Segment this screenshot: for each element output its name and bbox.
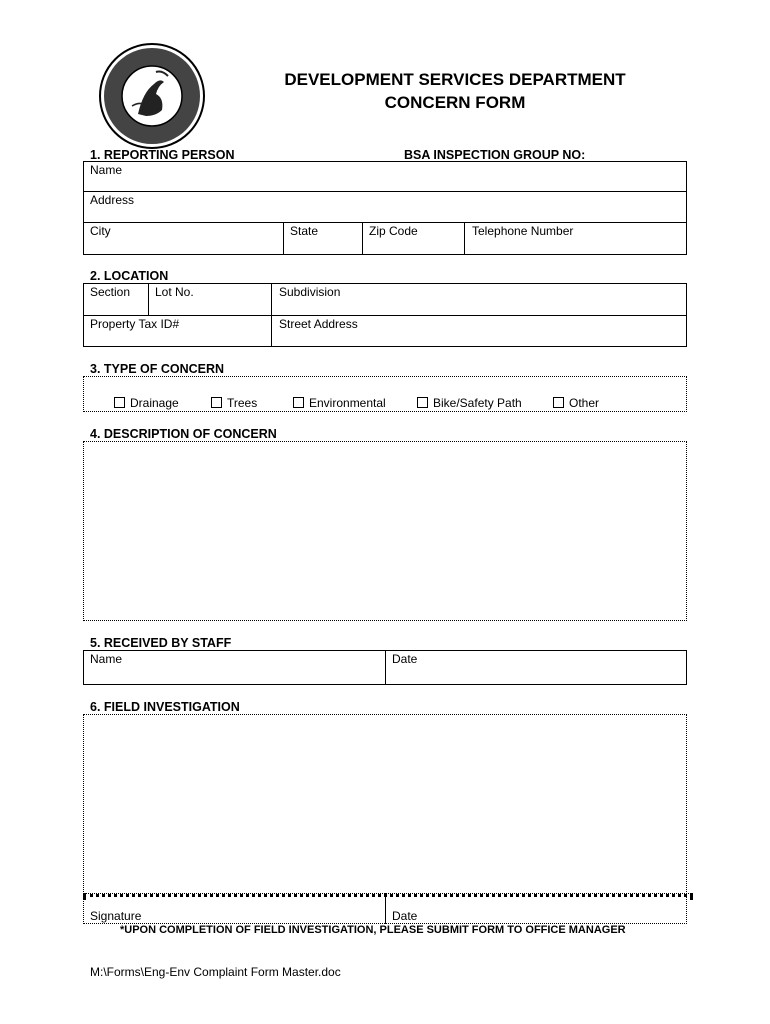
name-field[interactable]: Name (90, 163, 123, 177)
divider (464, 222, 465, 255)
address-field[interactable]: Address (90, 193, 135, 207)
form-title-line1: DEVELOPMENT SERVICES DEPARTMENT (284, 70, 626, 89)
divider (271, 283, 272, 347)
checkbox-icon[interactable] (293, 397, 304, 408)
section2-heading: 2. LOCATION (90, 269, 169, 283)
option-label: Bike/Safety Path (433, 396, 522, 410)
divider (83, 222, 687, 223)
bike-safety-path-checkbox[interactable] (417, 396, 522, 410)
section-field[interactable]: Section (90, 285, 131, 299)
zip-code-field[interactable]: Zip Code (369, 224, 418, 238)
street-address-field[interactable]: Street Address (279, 317, 358, 331)
city-field[interactable]: City (90, 224, 111, 238)
divider (148, 283, 149, 315)
checkbox-icon[interactable] (553, 397, 564, 408)
lot-no-field[interactable]: Lot No. (155, 285, 194, 299)
option-label: Other (569, 396, 600, 410)
divider (385, 893, 386, 924)
option-label: Environmental (309, 396, 386, 410)
option-label: Trees (227, 396, 258, 410)
section5-heading: 5. RECEIVED BY STAFF (90, 636, 232, 650)
footer-file-path: M:\Forms\Eng-Env Complaint Form Master.doc (90, 965, 341, 979)
property-tax-id-field[interactable]: Property Tax ID# (90, 317, 180, 331)
township-seal-logo (98, 42, 206, 150)
checkbox-icon[interactable] (114, 397, 125, 408)
signature-field[interactable]: Signature (90, 909, 142, 923)
trees-checkbox[interactable] (211, 396, 257, 410)
investigation-date-field[interactable]: Date (392, 909, 418, 923)
section3-heading: 3. TYPE OF CONCERN (90, 362, 225, 376)
checkbox-icon[interactable] (211, 397, 222, 408)
other-checkbox[interactable] (553, 396, 599, 410)
staff-date-field[interactable]: Date (392, 652, 418, 666)
form-title-line2: CONCERN FORM (384, 93, 526, 112)
section6-heading: 6. FIELD INVESTIGATION (90, 700, 240, 714)
submission-note: *UPON COMPLETION OF FIELD INVESTIGATION, PLEASE SUBMIT FORM TO OFFICE MANAGER (120, 924, 626, 936)
subdivision-field[interactable]: Subdivision (279, 285, 341, 299)
option-label: Drainage (130, 396, 179, 410)
description-textarea[interactable] (83, 441, 687, 621)
environmental-checkbox[interactable] (293, 396, 386, 410)
divider (362, 222, 363, 255)
divider (83, 893, 693, 897)
checkbox-icon[interactable] (417, 397, 428, 408)
reporting-person-box (83, 161, 687, 255)
divider (385, 650, 386, 685)
staff-name-field[interactable]: Name (90, 652, 123, 666)
divider (283, 222, 284, 255)
section1-heading: 1. REPORTING PERSON (90, 148, 235, 162)
section4-heading: 4. DESCRIPTION OF CONCERN (90, 427, 277, 441)
telephone-field[interactable]: Telephone Number (472, 224, 574, 238)
divider (83, 315, 687, 316)
state-field[interactable]: State (290, 224, 319, 238)
drainage-checkbox[interactable] (114, 396, 179, 410)
divider (83, 191, 687, 192)
bsa-inspection-label: BSA INSPECTION GROUP NO: (404, 148, 586, 162)
